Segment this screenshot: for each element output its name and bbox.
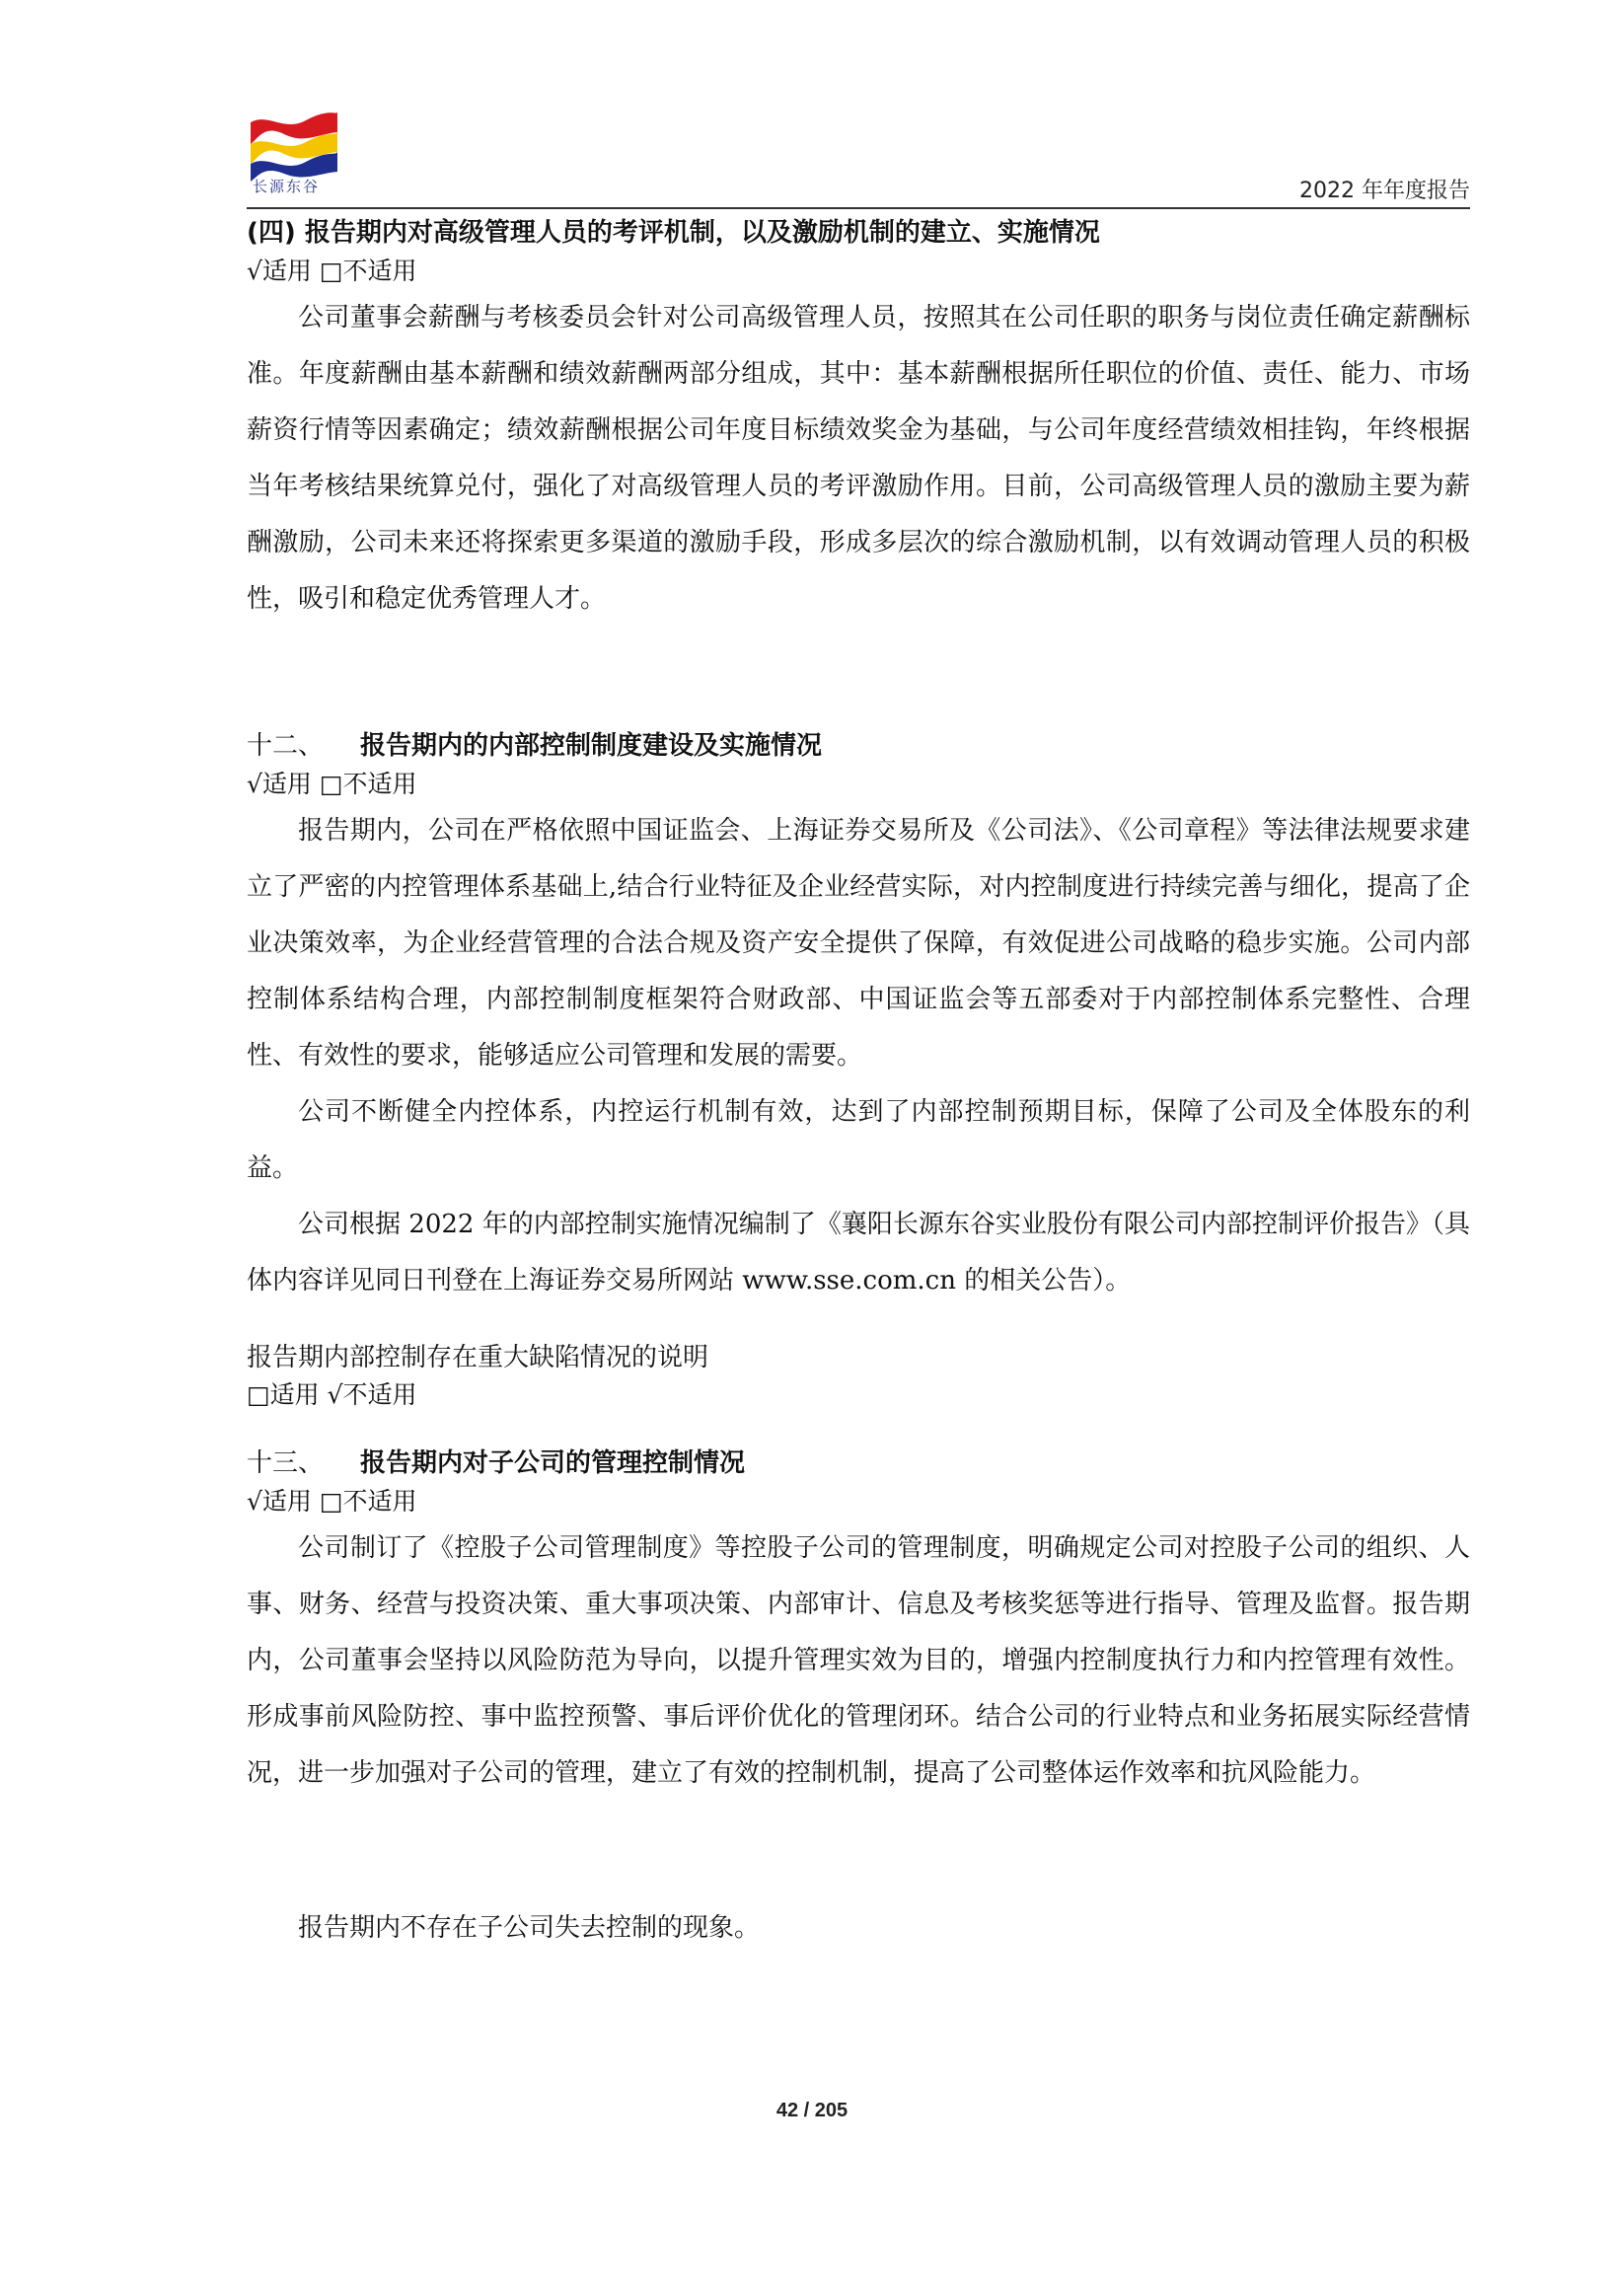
section-4-title: (四) 报告期内对高级管理人员的考评机制，以及激励机制的建立、实施情况 <box>247 218 1100 248</box>
section-13-number: 十三、 <box>247 1448 325 1478</box>
section-13-options: √适用 □不适用 <box>247 1487 417 1516</box>
section-12-paragraph-3: 公司根据 2022 年的内部控制实施情况编制了《襄阳长源东谷实业股份有限公司内部控制评价报告》（具体内容详见同日刊登在上海证券交易所网站 www.sse.com.cn 的相关公告）。 <box>247 1210 1470 1296</box>
section-12-options: √适用 □不适用 <box>247 770 417 798</box>
defect-options: □适用 √不适用 <box>247 1380 417 1409</box>
section-12-heading <box>247 726 1470 766</box>
section-13-title: 报告期内对子公司的管理控制情况 <box>360 1448 746 1478</box>
section-13-closing: 报告期内不存在子公司失去控制的现象。 <box>298 1913 761 1943</box>
page-number: 42 / 205 <box>775 2100 849 2121</box>
section-12-paragraph-2: 公司不断健全内控体系，内控运行机制有效，达到了内部控制预期目标，保障了公司及全体股东的利益。 <box>247 1097 1470 1183</box>
report-title: 2022 年年度报告 <box>1299 179 1470 203</box>
section-12-paragraph-1: 报告期内，公司在严格依照中国证监会、上海证券交易所及《公司法》、《公司章程》等法律法规要求建立了严密的内控管理体系基础上,结合行业特征及企业经营实际，对内控制度进行持续完善与细化，提高了企业决策效率，为企业经营管理的合法合规及资产安全提供了保障，有效促进公司战略的稳步实施。公司内部控制体系结构合理，内部控制制度框架符合财政部、中国证监会等五部委对于内部控制体系完整性、合理性、有效性的要求，能够适应公司管理和发展的需要。 <box>247 816 1470 1071</box>
header-divider <box>247 207 1470 209</box>
defect-label: 报告期内部控制存在重大缺陷情况的说明 <box>247 1343 709 1372</box>
document-body <box>247 213 1470 1957</box>
section-4-paragraph: 公司董事会薪酬与考核委员会针对公司高级管理人员，按照其在公司任职的职务与岗位责任确定薪酬标准。年度薪酬由基本薪酬和绩效薪酬两部分组成，其中：基本薪酬根据所任职位的价值、责任、能力、市场薪资行情等因素确定；绩效薪酬根据公司年度目标绩效奖金为基础，与公司年度经营绩效相挂钩，年终根据当年考核结果统算兑付，强化了对高级管理人员的考评激励作用。目前，公司高级管理人员的激励主要为薪酬激励，公司未来还将探索更多渠道的激励手段，形成多层次的综合激励机制，以有效调动管理人员的积极性，吸引和稳定优秀管理人才。 <box>247 303 1470 614</box>
logo-text: 长源东谷 <box>253 178 321 195</box>
section-13-heading <box>247 1444 1470 1483</box>
section-12-title: 报告期内的内部控制制度建设及实施情况 <box>360 731 823 761</box>
section-12-number: 十二、 <box>247 731 325 761</box>
section-13-paragraph: 公司制订了《控股子公司管理制度》等控股子公司的管理制度，明确规定公司对控股子公司的组织、人事、财务、经营与投资决策、重大事项决策、内部审计、信息及考核奖惩等进行指导、管理及监督。报告期内，公司董事会坚持以风险防范为导向，以提升管理实效为目的，增强内控制度执行力和内控管理有效性。形成事前风险防控、事中监控预警、事后评价优化的管理闭环。结合公司的行业特点和业务拓展实际经营情况，进一步加强对子公司的管理，建立了有效的控制机制，提高了公司整体运作效率和抗风险能力。 <box>247 1533 1470 1788</box>
section-4-options: √适用 □不适用 <box>247 257 417 285</box>
